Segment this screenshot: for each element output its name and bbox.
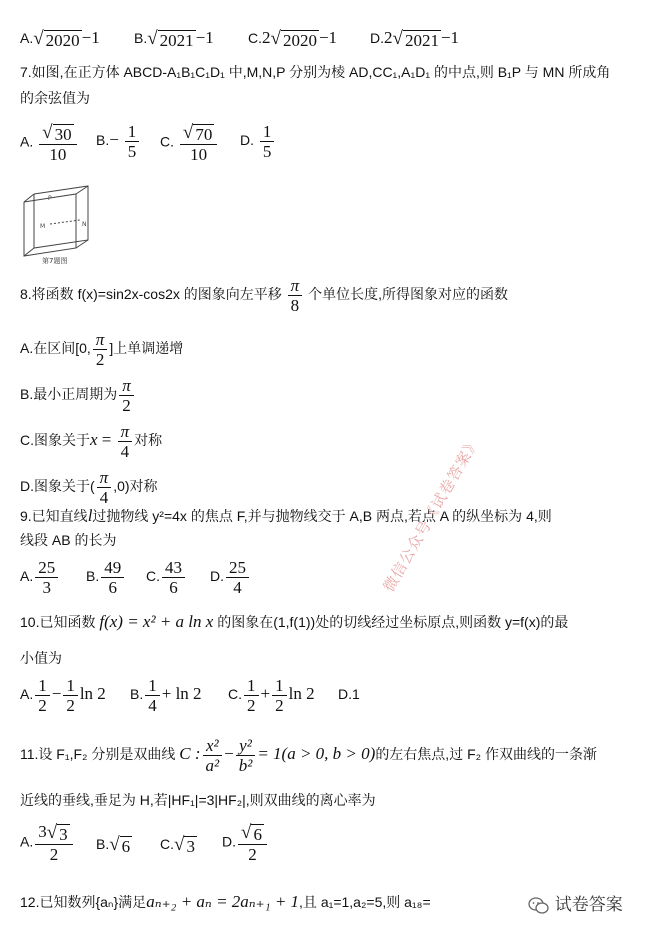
q8-option-a: A.在区间[0, $\frac{\pi}{2}$ ]上单调递增 <box>20 330 184 369</box>
figure-caption: 第7题图 <box>42 257 68 264</box>
q8-option-b: B.最小正周期为 $\frac{\pi}{2}$ <box>20 376 136 415</box>
q7-cube-figure <box>20 180 98 264</box>
q7-option-d: D. $\frac{1}{5}$ <box>240 122 276 161</box>
q11-stem: 11.设 F₁,F₂ 分别是双曲线 C : $\frac{\text{x²}}{\text{a²}}$ − $\frac{\text{y²}}{\text{b²}}$ = 1(a > 0, b > 0)的左右焦点,过 F₂ 作双曲线的一条渐 <box>20 736 597 775</box>
q7-stem-line1: 7.如图,在正方体 ABCD-A₁B₁C₁D₁ 中,M,N,P 分别为棱 AD,CC₁,A₁D₁ 的中点,则 B₁P 与 MN 所成角 <box>20 64 611 80</box>
q6-option-c: C.2 √ 2020 −1 <box>248 27 338 50</box>
q10-option-b: B. $\frac{1}{4}$ + ln 2 <box>130 676 202 715</box>
q10-option-c: C. $\frac{1}{2}$ + $\frac{1}{2}$ ln 2 <box>228 676 315 715</box>
q10-stem: 10.已知函数 f(x) = x² + a ln x 的图象在(1,f(1))处的切线经过坐标原点,则函数 y=f(x)的最 <box>20 612 569 631</box>
q7-stem-line2: 的余弦值为 <box>20 90 90 106</box>
figure-label-m: M <box>40 223 46 230</box>
q10-option-a: A. $\frac{1}{2}$ − $\frac{1}{2}$ ln 2 <box>20 676 106 715</box>
q11-option-c: C. √ 3 <box>160 833 195 856</box>
q11-option-a: A. 3 √ 3 2 <box>20 822 75 864</box>
q9-option-a: A. $\frac{25}{3}$ <box>20 558 60 597</box>
q7-option-a: A. √ 30 10 <box>20 122 79 164</box>
q9-stem-line1: 9.已知直线l过抛物线 y²=4x 的焦点 F,并与抛物线交于 A,B 两点,若点 A 的纵坐标为 4,则 <box>20 506 552 525</box>
q6-option-a: A. √ 2020 −1 <box>20 27 100 50</box>
q6-option-d: D.2 √ 2021 −1 <box>370 27 460 50</box>
figure-label-p: P <box>48 195 52 202</box>
q7-option-c: C. √ 70 10 <box>160 122 219 164</box>
q7-option-b: B.− $\frac{1}{5}$ <box>96 122 141 161</box>
q8-stem: 8.将函数 f(x)=sin2x-cos2x 的图象向左平移 $\frac{\pi}{8}$ 个单位长度,所得图象对应的函数 <box>20 276 508 315</box>
q10-stem-line2: 小值为 <box>20 650 62 666</box>
q10-option-d: D.1 <box>338 686 360 702</box>
q6-option-b: B. √ 2021 −1 <box>134 27 214 50</box>
cube-diagram-icon <box>20 180 98 264</box>
q11-option-b: B. √ 6 <box>96 833 131 856</box>
wechat-icon <box>528 897 550 915</box>
q11-stem-line2: 近线的垂线,垂足为 H,若|HF₁|=3|HF₂|,则双曲线的离心率为 <box>20 792 376 808</box>
q8-option-d: D.图象关于( $\frac{\pi}{4}$ ,0)对称 <box>20 468 158 507</box>
wechat-badge <box>528 890 623 915</box>
q9-option-c: C. $\frac{43}{6}$ <box>146 558 187 597</box>
watermark-text: 微信公众号《试卷答案》 <box>380 434 484 595</box>
q9-stem-line2: 线段 AB 的长为 <box>20 532 117 548</box>
q8-option-c: C.图象关于x = $\frac{\pi}{4}$ 对称 <box>20 422 163 461</box>
q12-stem: 12.已知数列{aₙ}满足aₙ₊₂ + aₙ = 2aₙ₊₁ + 1,且 a₁=1,a₂=5,则 a₁₈= <box>20 892 431 911</box>
figure-label-n: N <box>82 221 87 228</box>
q11-option-d: D. √ 6 2 <box>222 822 269 864</box>
q9-option-b: B. $\frac{49}{6}$ <box>86 558 126 597</box>
wechat-label: 试卷答案 <box>554 895 623 914</box>
q9-option-d: D. $\frac{25}{4}$ <box>210 558 251 597</box>
